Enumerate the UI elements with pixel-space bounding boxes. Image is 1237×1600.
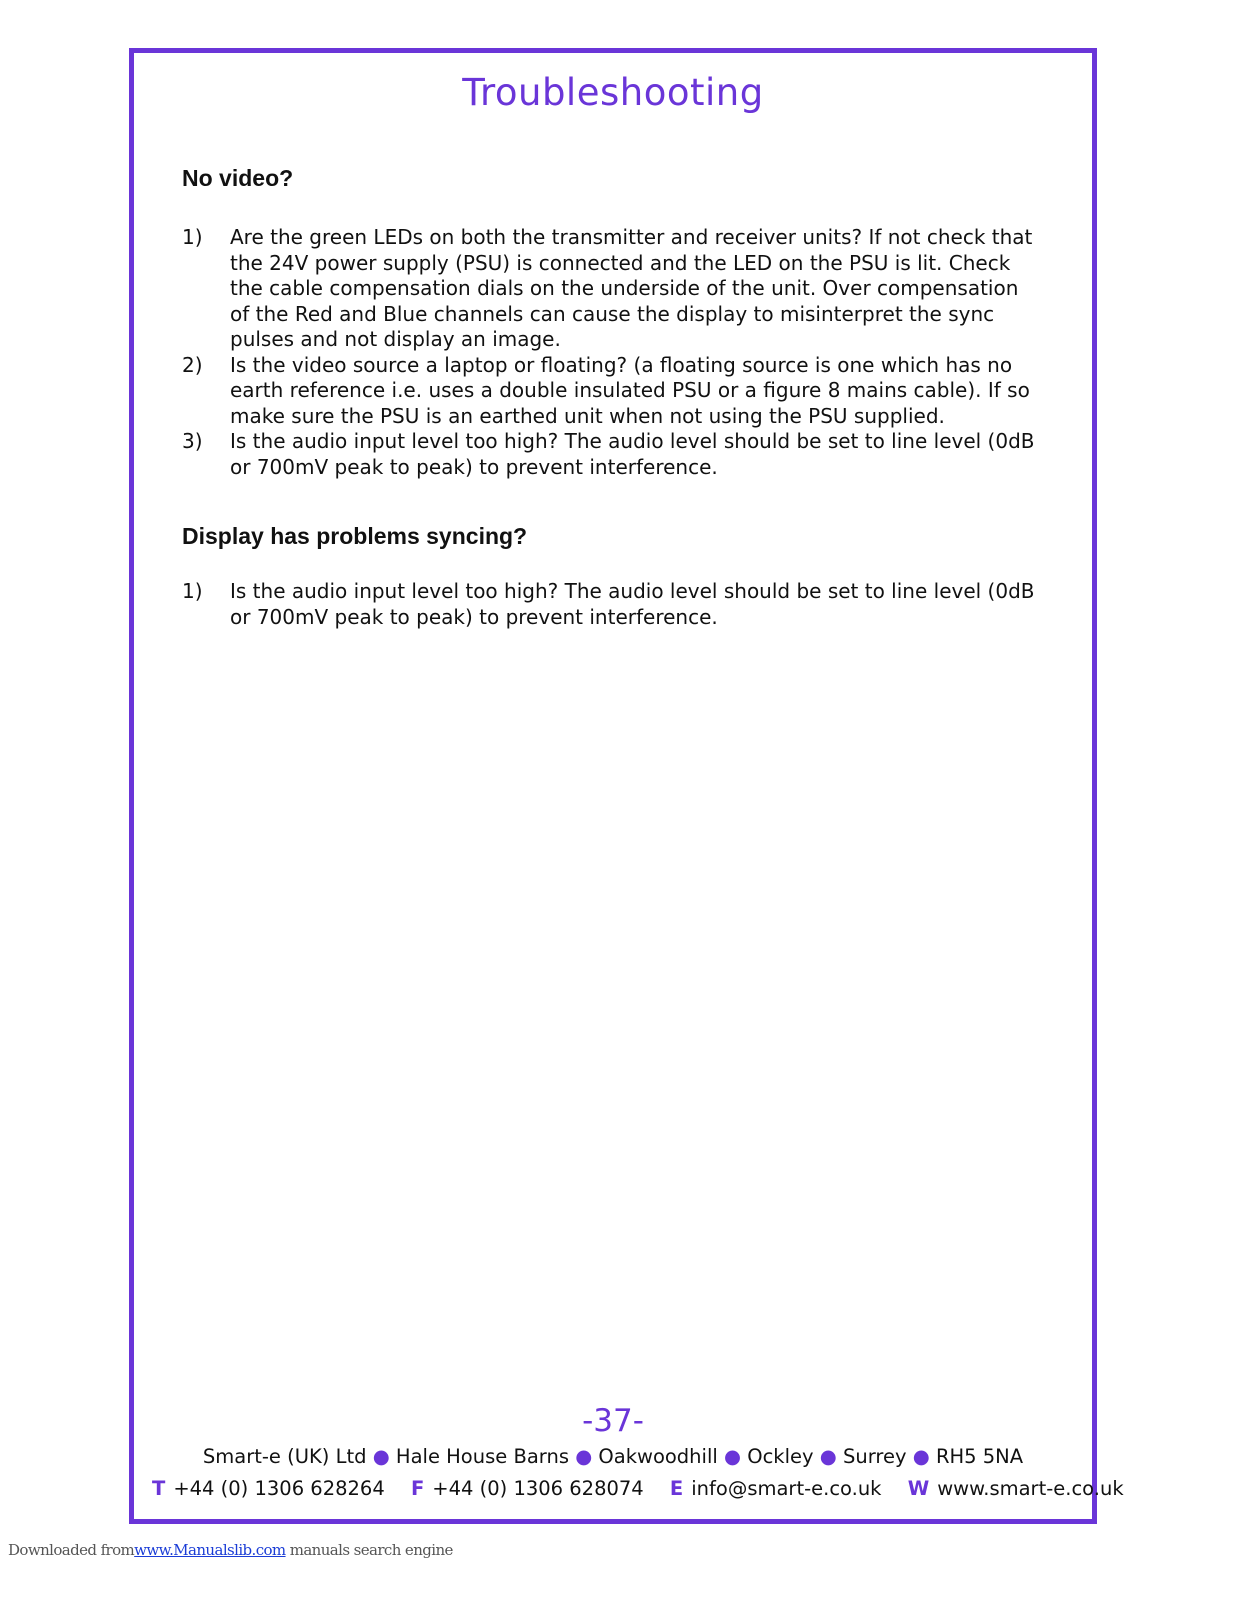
address-locality: Oakwoodhill <box>598 1445 718 1468</box>
telephone-value: +44 (0) 1306 628264 <box>173 1477 385 1500</box>
email-label: E <box>669 1477 684 1500</box>
list-item <box>182 225 1042 353</box>
item-number: 2) <box>182 352 203 377</box>
download-footer <box>8 1541 453 1559</box>
address-town: Ockley <box>747 1445 814 1468</box>
page-title: Troubleshooting <box>462 71 764 114</box>
item-number: 3) <box>182 429 203 453</box>
list-item <box>182 353 1042 430</box>
address-county: Surrey <box>842 1445 907 1468</box>
website-label: W <box>907 1477 930 1500</box>
address-company: Smart-e (UK) Ltd <box>202 1445 367 1468</box>
company-address <box>134 1445 1092 1468</box>
list-item <box>182 579 1042 630</box>
footer-prefix: Downloaded from <box>8 1541 135 1559</box>
no-video-list <box>182 225 1042 480</box>
item-number: 1) <box>182 225 203 249</box>
fax-label: F <box>410 1477 425 1500</box>
list-item <box>182 429 1042 480</box>
item-text: Are the green LEDs on both the transmitter and receiver units? If not check that the 24V power supply (PSU) is connected and the LED on the PSU is lit. Check the cable compensation dials on the underside of the unit. Over compensation of the Red and Blue channels can cause the display to misinterpret the sync pulses and not display an image. <box>230 225 1033 351</box>
footer-suffix: manuals search engine <box>285 1541 453 1559</box>
bullet-icon: ● <box>819 1445 837 1468</box>
bullet-icon: ● <box>724 1445 742 1468</box>
address-postcode: RH5 5NA <box>935 1445 1024 1468</box>
syncing-list <box>182 579 1042 630</box>
contact-line <box>152 1477 1124 1500</box>
manualslib-link[interactable]: www.Manualslib.com <box>134 1541 286 1559</box>
page-number: -37- <box>582 1403 644 1439</box>
item-text: Is the audio input level too high? The audio level should be set to line level (0dB or 700mV peak to peak) to prevent interference. <box>230 429 1035 479</box>
website-value[interactable]: www.smart-e.co.uk <box>937 1477 1124 1500</box>
item-text: Is the video source a laptop or floating? (a floating source is one which has no earth reference i.e. uses a double insulated PSU or a figure 8 mains cable). If so make sure the PSU is an earthed unit when not using the PSU supplied. <box>230 352 1030 428</box>
section-heading-syncing: Display has problems syncing? <box>182 523 528 549</box>
email-value[interactable]: info@smart-e.co.uk <box>691 1477 882 1500</box>
telephone-label: T <box>152 1477 166 1500</box>
item-text: Is the audio input level too high? The audio level should be set to line level (0dB or 700mV peak to peak) to prevent interference. <box>230 579 1035 629</box>
bullet-icon: ● <box>372 1445 390 1468</box>
item-number: 1) <box>182 579 203 603</box>
fax-value: +44 (0) 1306 628074 <box>432 1477 644 1500</box>
page-frame <box>129 48 1124 1524</box>
bullet-icon: ● <box>575 1445 593 1468</box>
bullet-icon: ● <box>912 1445 930 1468</box>
address-street: Hale House Barns <box>395 1445 569 1468</box>
section-heading-no-video: No video? <box>182 165 294 191</box>
